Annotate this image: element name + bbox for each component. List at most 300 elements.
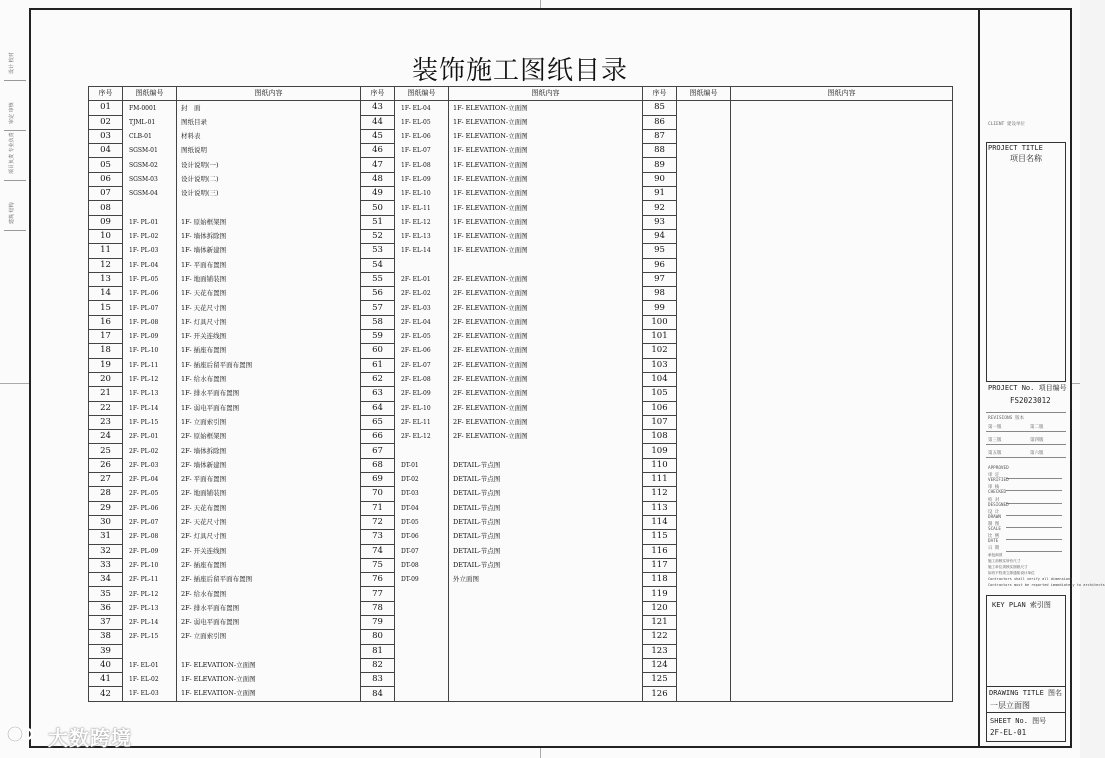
left-signature-strip bbox=[4, 30, 26, 230]
rule bbox=[1006, 478, 1062, 479]
project-title-cn: 项目名称 bbox=[1010, 154, 1042, 163]
row-number: 86 bbox=[643, 115, 677, 129]
table-row bbox=[89, 372, 953, 386]
note-line: 承包商须 bbox=[988, 553, 1003, 557]
row-number: 80 bbox=[361, 630, 395, 644]
row-number: 93 bbox=[643, 215, 677, 229]
row-number: 46 bbox=[361, 144, 395, 158]
drawing-content: 材料表 bbox=[177, 129, 361, 143]
drawing-code: 2F- EL-06 bbox=[395, 344, 449, 358]
drawing-code bbox=[677, 530, 731, 544]
drawing-code: 2F- PL-06 bbox=[123, 501, 177, 515]
role-label: 审 定 bbox=[988, 473, 1000, 479]
drawing-code: SGSM-01 bbox=[123, 144, 177, 158]
note-line: 施工前核实所有尺寸 bbox=[988, 559, 1021, 563]
drawing-code: 2F- EL-02 bbox=[395, 287, 449, 301]
row-number: 64 bbox=[361, 401, 395, 415]
drawing-code: 2F- PL-01 bbox=[123, 430, 177, 444]
drawing-content: 2F- 开关连线图 bbox=[177, 544, 361, 558]
row-number: 41 bbox=[89, 673, 123, 687]
role-label: VERIFIED bbox=[988, 478, 1009, 484]
watermark-logo-icon bbox=[6, 723, 42, 745]
drawing-code bbox=[677, 115, 731, 129]
drawing-content: 2F- 弱电平面布置图 bbox=[177, 615, 361, 629]
drawing-code: 2F- PL-13 bbox=[123, 601, 177, 615]
row-number: 52 bbox=[361, 229, 395, 243]
drawing-content: 图纸目录 bbox=[177, 115, 361, 129]
row-number: 78 bbox=[361, 601, 395, 615]
drawing-code bbox=[677, 258, 731, 272]
row-number: 95 bbox=[643, 244, 677, 258]
drawing-code: 2F- PL-04 bbox=[123, 473, 177, 487]
drawing-content: 2F- 立面索引图 bbox=[177, 630, 361, 644]
role-label: 审 核 bbox=[988, 485, 1000, 491]
drawing-code bbox=[677, 301, 731, 315]
strip-cell: 审定 审核 bbox=[4, 80, 26, 131]
row-number: 67 bbox=[361, 444, 395, 458]
drawing-content: 1F- ELEVATION-立面图 bbox=[449, 201, 643, 215]
drawing-content: 1F- ELEVATION-立面图 bbox=[449, 187, 643, 201]
drawing-content: 2F- 天花尺寸图 bbox=[177, 515, 361, 529]
drawing-content: 1F- ELEVATION-立面图 bbox=[177, 658, 361, 672]
drawing-code bbox=[677, 129, 731, 143]
row-number: 60 bbox=[361, 344, 395, 358]
drawing-code bbox=[677, 401, 731, 415]
drawing-content: 2F- ELEVATION-立面图 bbox=[449, 287, 643, 301]
note-line: 如有不符须立即通知设计单位 bbox=[988, 571, 1035, 575]
watermark-text: 大数跨境 bbox=[48, 726, 132, 750]
drawing-code: 1F- EL-08 bbox=[395, 158, 449, 172]
rule bbox=[986, 412, 1066, 413]
drawing-code bbox=[677, 587, 731, 601]
drawing-content: DETAIL-节点图 bbox=[449, 544, 643, 558]
drawing-content: 2F- ELEVATION-立面图 bbox=[449, 315, 643, 329]
table-row bbox=[89, 330, 953, 344]
drawing-content bbox=[731, 272, 953, 286]
drawing-content: 1F- ELEVATION-立面图 bbox=[449, 229, 643, 243]
drawing-code bbox=[677, 315, 731, 329]
drawing-content bbox=[449, 258, 643, 272]
drawing-content bbox=[731, 430, 953, 444]
drawing-content: 1F- ELEVATION-立面图 bbox=[449, 172, 643, 186]
row-number: 24 bbox=[89, 430, 123, 444]
table-row bbox=[89, 344, 953, 358]
row-number: 35 bbox=[89, 587, 123, 601]
row-number: 42 bbox=[89, 687, 123, 701]
row-number: 34 bbox=[89, 573, 123, 587]
row-number: 120 bbox=[643, 601, 677, 615]
drawing-code: 1F- PL-01 bbox=[123, 215, 177, 229]
row-number: 32 bbox=[89, 544, 123, 558]
row-number: 126 bbox=[643, 687, 677, 701]
drawing-code bbox=[395, 630, 449, 644]
drawing-content: 1F- 墙体新建图 bbox=[177, 244, 361, 258]
drawing-code: 2F- PL-11 bbox=[123, 573, 177, 587]
revision-item: 第六版 bbox=[1030, 451, 1044, 456]
drawing-code: 1F- PL-09 bbox=[123, 330, 177, 344]
row-number: 124 bbox=[643, 658, 677, 672]
drawing-code bbox=[677, 687, 731, 701]
row-number: 91 bbox=[643, 187, 677, 201]
drawing-code: DT-04 bbox=[395, 501, 449, 515]
drawing-content bbox=[731, 487, 953, 501]
row-number: 112 bbox=[643, 487, 677, 501]
row-number: 109 bbox=[643, 444, 677, 458]
drawing-title: 一层立面图 bbox=[990, 701, 1030, 710]
drawing-code: 2F- EL-05 bbox=[395, 330, 449, 344]
drawing-code bbox=[677, 673, 731, 687]
drawing-code: 1F- PL-14 bbox=[123, 401, 177, 415]
drawing-code bbox=[677, 244, 731, 258]
drawing-content bbox=[449, 615, 643, 629]
row-number: 117 bbox=[643, 558, 677, 572]
key-plan-label: KEY PLAN 索引图 bbox=[992, 601, 1051, 609]
row-number: 96 bbox=[643, 258, 677, 272]
drawing-content bbox=[731, 315, 953, 329]
table-row bbox=[89, 301, 953, 315]
drawing-code: SGSM-03 bbox=[123, 172, 177, 186]
drawing-content bbox=[177, 644, 361, 658]
drawing-code: CLB-01 bbox=[123, 129, 177, 143]
drawing-content bbox=[731, 658, 953, 672]
table-row bbox=[89, 587, 953, 601]
drawing-content bbox=[731, 415, 953, 429]
row-number: 116 bbox=[643, 544, 677, 558]
row-number: 33 bbox=[89, 558, 123, 572]
col-header: 图纸内容 bbox=[177, 87, 361, 101]
row-number: 56 bbox=[361, 287, 395, 301]
row-number: 83 bbox=[361, 673, 395, 687]
drawing-content: 2F- ELEVATION-立面图 bbox=[449, 272, 643, 286]
drawing-content: 1F- 地面铺装图 bbox=[177, 272, 361, 286]
table-row bbox=[89, 673, 953, 687]
row-number: 68 bbox=[361, 458, 395, 472]
col-header: 图纸编号 bbox=[123, 87, 177, 101]
project-no-label: PROJECT No. 项目编号 bbox=[988, 384, 1067, 392]
drawing-code: 1F- PL-15 bbox=[123, 415, 177, 429]
drawing-content bbox=[731, 601, 953, 615]
drawing-code: 2F- EL-12 bbox=[395, 430, 449, 444]
drawing-code bbox=[395, 601, 449, 615]
table-row bbox=[89, 573, 953, 587]
row-number: 39 bbox=[89, 644, 123, 658]
row-number: 61 bbox=[361, 358, 395, 372]
row-number: 63 bbox=[361, 387, 395, 401]
drawing-content bbox=[731, 544, 953, 558]
table-row bbox=[89, 415, 953, 429]
row-number: 110 bbox=[643, 458, 677, 472]
drawing-content: 1F- ELEVATION-立面图 bbox=[449, 101, 643, 115]
drawing-content bbox=[449, 673, 643, 687]
drawing-content: 图纸说明 bbox=[177, 144, 361, 158]
drawing-code bbox=[395, 615, 449, 629]
drawing-code bbox=[677, 330, 731, 344]
drawing-content bbox=[731, 630, 953, 644]
row-number: 103 bbox=[643, 358, 677, 372]
drawing-code bbox=[677, 215, 731, 229]
row-number: 37 bbox=[89, 615, 123, 629]
role-label: 设 计 bbox=[988, 509, 1000, 515]
table-row bbox=[89, 287, 953, 301]
margin-tick bbox=[1072, 383, 1080, 384]
table-row bbox=[89, 158, 953, 172]
drawing-content: DETAIL-节点图 bbox=[449, 487, 643, 501]
drawing-content bbox=[731, 372, 953, 386]
drawing-code: 1F- EL-09 bbox=[395, 172, 449, 186]
row-number: 82 bbox=[361, 658, 395, 672]
drawing-content bbox=[731, 358, 953, 372]
drawing-content bbox=[731, 644, 953, 658]
row-number: 73 bbox=[361, 530, 395, 544]
drawing-code: 2F- EL-07 bbox=[395, 358, 449, 372]
table-row bbox=[89, 172, 953, 186]
table-row bbox=[89, 501, 953, 515]
col-header: 序号 bbox=[361, 87, 395, 101]
drawing-content: 2F- 地面铺装图 bbox=[177, 487, 361, 501]
drawing-content bbox=[731, 229, 953, 243]
table-header-row bbox=[89, 87, 953, 101]
drawing-content: 2F- 墙体拆除图 bbox=[177, 444, 361, 458]
table-row bbox=[89, 615, 953, 629]
row-number: 06 bbox=[89, 172, 123, 186]
table-row bbox=[89, 644, 953, 658]
drawing-content: 1F- ELEVATION-立面图 bbox=[177, 687, 361, 701]
drawing-content bbox=[731, 573, 953, 587]
revision-item: 第五版 bbox=[988, 451, 1002, 456]
row-number: 75 bbox=[361, 558, 395, 572]
table-row bbox=[89, 215, 953, 229]
drawing-code bbox=[677, 201, 731, 215]
drawing-content: 2F- 给水布置图 bbox=[177, 587, 361, 601]
drawing-code bbox=[677, 387, 731, 401]
drawing-code bbox=[677, 158, 731, 172]
row-number: 18 bbox=[89, 344, 123, 358]
col-header: 图纸内容 bbox=[731, 87, 953, 101]
drawing-code: DT-07 bbox=[395, 544, 449, 558]
row-number: 28 bbox=[89, 487, 123, 501]
rule bbox=[986, 444, 1066, 445]
row-number: 07 bbox=[89, 187, 123, 201]
drawing-code bbox=[395, 658, 449, 672]
drawing-code bbox=[677, 573, 731, 587]
drawing-code: 2F- PL-05 bbox=[123, 487, 177, 501]
drawing-content: 1F- 立面索引图 bbox=[177, 415, 361, 429]
role-label: 日 期 bbox=[988, 546, 1000, 552]
drawing-code: 2F- PL-07 bbox=[123, 515, 177, 529]
drawing-code: 1F- PL-07 bbox=[123, 301, 177, 315]
drawing-code: 2F- EL-01 bbox=[395, 272, 449, 286]
drawing-code: 2F- PL-02 bbox=[123, 444, 177, 458]
drawing-content: 1F- ELEVATION-立面图 bbox=[449, 129, 643, 143]
drawing-content: DETAIL-节点图 bbox=[449, 458, 643, 472]
drawing-code bbox=[677, 187, 731, 201]
col-header: 图纸内容 bbox=[449, 87, 643, 101]
drawing-content: 1F- 排水平面布置图 bbox=[177, 387, 361, 401]
drawing-content bbox=[449, 630, 643, 644]
drawing-content bbox=[731, 330, 953, 344]
sheet-no-label: SHEET No. 图号 bbox=[990, 717, 1047, 725]
drawing-code: DT-09 bbox=[395, 573, 449, 587]
drawing-code: 1F- EL-13 bbox=[395, 229, 449, 243]
row-number: 66 bbox=[361, 430, 395, 444]
drawing-content: 1F- 平面布置图 bbox=[177, 258, 361, 272]
drawing-content: 外立面图 bbox=[449, 573, 643, 587]
drawing-content bbox=[731, 444, 953, 458]
rule bbox=[1006, 551, 1062, 552]
drawing-code: 1F- PL-10 bbox=[123, 344, 177, 358]
drawing-content: 1F- 灯具尺寸图 bbox=[177, 315, 361, 329]
row-number: 29 bbox=[89, 501, 123, 515]
drawing-code bbox=[677, 144, 731, 158]
drawing-code bbox=[677, 501, 731, 515]
table-row bbox=[89, 515, 953, 529]
table-row bbox=[89, 187, 953, 201]
revision-item: 第一版 bbox=[988, 425, 1002, 430]
drawing-content bbox=[177, 201, 361, 215]
row-number: 19 bbox=[89, 358, 123, 372]
drawing-code: 1F- PL-06 bbox=[123, 287, 177, 301]
drawing-code bbox=[395, 258, 449, 272]
row-number: 92 bbox=[643, 201, 677, 215]
drawing-content: 2F- 排水平面布置图 bbox=[177, 601, 361, 615]
row-number: 81 bbox=[361, 644, 395, 658]
drawing-content: DETAIL-节点图 bbox=[449, 558, 643, 572]
row-number: 107 bbox=[643, 415, 677, 429]
role-label: SCALE bbox=[988, 527, 1001, 532]
drawing-code: 1F- PL-11 bbox=[123, 358, 177, 372]
row-number: 20 bbox=[89, 372, 123, 386]
drawing-content bbox=[449, 587, 643, 601]
row-number: 31 bbox=[89, 530, 123, 544]
row-number: 30 bbox=[89, 515, 123, 529]
table-row bbox=[89, 387, 953, 401]
drawing-content bbox=[731, 215, 953, 229]
col-header: 序号 bbox=[643, 87, 677, 101]
table-row bbox=[89, 658, 953, 672]
row-number: 54 bbox=[361, 258, 395, 272]
drawing-content: DETAIL-节点图 bbox=[449, 530, 643, 544]
rule bbox=[1006, 515, 1062, 516]
drawing-code: DT-05 bbox=[395, 515, 449, 529]
drawing-content: 2F- 插座后留平面布置图 bbox=[177, 573, 361, 587]
note-line: Contractors shall verify all dimensions bbox=[988, 577, 1073, 581]
drawing-code bbox=[677, 473, 731, 487]
revision-item: 第四版 bbox=[1030, 438, 1044, 443]
col-header: 序号 bbox=[89, 87, 123, 101]
row-number: 115 bbox=[643, 530, 677, 544]
row-number: 10 bbox=[89, 229, 123, 243]
drawing-content bbox=[731, 673, 953, 687]
drawing-code bbox=[677, 229, 731, 243]
row-number: 125 bbox=[643, 673, 677, 687]
drawing-content: 1F- ELEVATION-立面图 bbox=[449, 244, 643, 258]
drawing-content: 1F- ELEVATION-立面图 bbox=[449, 215, 643, 229]
drawing-content bbox=[731, 187, 953, 201]
strip-cell: 建筑 结构 bbox=[4, 180, 26, 231]
drawing-code: 1F- PL-02 bbox=[123, 229, 177, 243]
drawing-content: 1F- 开关连线图 bbox=[177, 330, 361, 344]
drawing-content bbox=[731, 158, 953, 172]
row-number: 77 bbox=[361, 587, 395, 601]
drawing-code: DT-01 bbox=[395, 458, 449, 472]
row-number: 50 bbox=[361, 201, 395, 215]
drawing-content: 2F- ELEVATION-立面图 bbox=[449, 430, 643, 444]
drawing-content: 2F- ELEVATION-立面图 bbox=[449, 330, 643, 344]
drawing-code bbox=[123, 201, 177, 215]
drawing-content bbox=[731, 530, 953, 544]
title-block-divider bbox=[978, 8, 980, 748]
margin-tick bbox=[0, 383, 30, 384]
drawing-content: 设计说明(一) bbox=[177, 158, 361, 172]
drawing-code: 1F- PL-05 bbox=[123, 272, 177, 286]
row-number: 94 bbox=[643, 229, 677, 243]
row-number: 118 bbox=[643, 573, 677, 587]
row-number: 74 bbox=[361, 544, 395, 558]
drawing-code bbox=[395, 687, 449, 701]
row-number: 45 bbox=[361, 129, 395, 143]
drawing-content bbox=[731, 587, 953, 601]
drawing-content: 1F- ELEVATION-立面图 bbox=[177, 673, 361, 687]
row-number: 01 bbox=[89, 101, 123, 115]
revision-item: 第三版 bbox=[988, 438, 1002, 443]
sheet-no: 2F-EL-01 bbox=[990, 728, 1027, 737]
row-number: 48 bbox=[361, 172, 395, 186]
drawing-code: 2F- EL-09 bbox=[395, 387, 449, 401]
drawing-content bbox=[731, 101, 953, 115]
drawing-code: 1F- PL-03 bbox=[123, 244, 177, 258]
drawing-code: 1F- EL-07 bbox=[395, 144, 449, 158]
drawing-code: DT-02 bbox=[395, 473, 449, 487]
row-number: 70 bbox=[361, 487, 395, 501]
drawing-content: 2F- 天花布置图 bbox=[177, 501, 361, 515]
drawing-content: 2F- 原始框架图 bbox=[177, 430, 361, 444]
rule bbox=[986, 712, 1066, 713]
row-number: 122 bbox=[643, 630, 677, 644]
row-number: 51 bbox=[361, 215, 395, 229]
drawing-content: 2F- 灯具尺寸图 bbox=[177, 530, 361, 544]
row-number: 16 bbox=[89, 315, 123, 329]
drawing-code bbox=[395, 444, 449, 458]
drawing-code: 2F- PL-15 bbox=[123, 630, 177, 644]
revision-item: 第二版 bbox=[1030, 425, 1044, 430]
row-number: 85 bbox=[643, 101, 677, 115]
drawing-code: 1F- PL-13 bbox=[123, 387, 177, 401]
drawing-code bbox=[677, 458, 731, 472]
row-number: 104 bbox=[643, 372, 677, 386]
table-body bbox=[89, 101, 953, 701]
drawing-content: 1F- ELEVATION-立面图 bbox=[449, 144, 643, 158]
drawing-content bbox=[731, 515, 953, 529]
drawing-code: 2F- PL-03 bbox=[123, 458, 177, 472]
drawing-content: DETAIL-节点图 bbox=[449, 473, 643, 487]
row-number: 25 bbox=[89, 444, 123, 458]
drawing-code bbox=[395, 587, 449, 601]
row-number: 40 bbox=[89, 658, 123, 672]
row-number: 09 bbox=[89, 215, 123, 229]
row-number: 03 bbox=[89, 129, 123, 143]
row-number: 08 bbox=[89, 201, 123, 215]
row-number: 05 bbox=[89, 158, 123, 172]
role-label: DATE bbox=[988, 539, 999, 545]
drawing-content bbox=[449, 658, 643, 672]
drawing-content: 2F- ELEVATION-立面图 bbox=[449, 358, 643, 372]
drawing-content bbox=[731, 172, 953, 186]
row-number: 22 bbox=[89, 401, 123, 415]
drawing-code: 2F- PL-10 bbox=[123, 558, 177, 572]
row-number: 90 bbox=[643, 172, 677, 186]
table-row bbox=[89, 601, 953, 615]
row-number: 21 bbox=[89, 387, 123, 401]
